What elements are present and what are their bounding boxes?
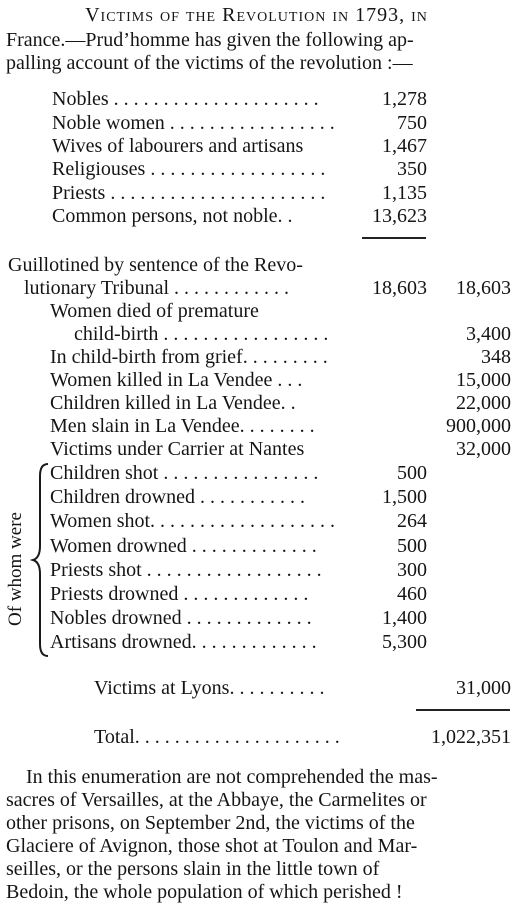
row-label: Nobles . . . . . . . . . . . . . . . . . . . . . xyxy=(52,88,319,110)
row-value: 32,000 xyxy=(456,438,511,460)
row-value: 31,000 xyxy=(456,677,511,699)
article-title: Victims of the Revolution in 1793, in xyxy=(85,4,428,26)
row-label: In child-birth from grief. . . . . . . . . xyxy=(50,346,328,368)
row-value: 5,300 xyxy=(382,631,427,653)
row-label: Women died of premature xyxy=(50,300,259,322)
table-row xyxy=(0,535,515,558)
table-row xyxy=(0,369,515,392)
row-label: Children drowned . . . . . . . . . . . xyxy=(50,486,305,508)
paragraph-line: In this enumeration are not comprehended the mas- xyxy=(26,766,438,788)
row-value: 13,623 xyxy=(372,205,427,227)
row-label: lutionary Tribunal . . . . . . . . . . . . xyxy=(24,277,290,299)
row-value: 1,135 xyxy=(382,182,427,204)
table-row xyxy=(0,158,515,181)
row-label: Artisans drowned. . . . . . . . . . . . . xyxy=(50,631,317,653)
table-row xyxy=(0,631,515,654)
row-label: Noble women . . . . . . . . . . . . . . . . . xyxy=(52,112,335,134)
row-label: Women shot. . . . . . . . . . . . . . . . . . . xyxy=(50,510,336,532)
row-value: 300 xyxy=(397,559,427,581)
table-row xyxy=(0,205,515,228)
table-row xyxy=(0,462,515,485)
paragraph-line: sacres of Versailles, at the Abbaye, the Carmelites or xyxy=(6,789,427,811)
table-row xyxy=(0,559,515,582)
row-label: Children killed in La Vendee. . xyxy=(50,392,296,414)
row-value: 750 xyxy=(397,112,427,134)
table-row xyxy=(0,277,515,300)
row-label: Victims under Carrier at Nantes xyxy=(50,438,305,460)
paragraph-line: seilles, or the persons slain in the little town of xyxy=(6,858,380,880)
table-row xyxy=(0,346,515,369)
row-label: Common persons, not noble. . xyxy=(52,205,293,227)
table-row xyxy=(0,510,515,533)
row-value: 1,400 xyxy=(382,607,427,629)
row-value: 500 xyxy=(397,462,427,484)
table-row xyxy=(0,182,515,205)
row-label: Women killed in La Vendee . . . xyxy=(50,369,303,391)
total-value: 1,022,351 xyxy=(431,726,511,748)
row-value: 348 xyxy=(481,346,511,368)
row-label: Wives of labourers and artisans xyxy=(52,135,304,157)
row-label: Guillotined by sentence of the Revo- xyxy=(8,254,303,276)
row-value: 22,000 xyxy=(456,392,511,414)
table-row xyxy=(0,300,515,323)
intro-line-2: palling account of the victims of the revolution :— xyxy=(6,52,413,74)
paragraph-line: Bedoin, the whole population of which perished ! xyxy=(6,881,403,903)
table-row xyxy=(0,88,515,111)
row-value: 350 xyxy=(397,158,427,180)
paragraph-line: other prisons, on September 2nd, the victims of the xyxy=(6,812,415,834)
row-label: Nobles drowned . . . . . . . . . . . . . xyxy=(50,607,312,629)
sum-rule xyxy=(362,237,426,239)
row-value: 15,000 xyxy=(456,369,511,391)
paragraph-line: Glaciere of Avignon, those shot at Toulon and Mar- xyxy=(6,835,418,857)
row-label: Priests . . . . . . . . . . . . . . . . . . . . . . xyxy=(52,182,326,204)
row-label: Priests drowned . . . . . . . . . . . . . xyxy=(50,583,309,605)
total-row xyxy=(0,726,515,749)
table-row xyxy=(0,486,515,509)
table-row xyxy=(0,607,515,630)
row-value: 264 xyxy=(397,510,427,532)
row-label: Women drowned . . . . . . . . . . . . . xyxy=(50,535,317,557)
row-value: 3,400 xyxy=(466,323,511,345)
row-label: Priests shot . . . . . . . . . . . . . . . . . . xyxy=(50,559,322,581)
table-row xyxy=(0,415,515,438)
row-label: Children shot . . . . . . . . . . . . . . . . xyxy=(50,462,319,484)
total-label: Total. . . . . . . . . . . . . . . . . . . . . xyxy=(94,726,340,748)
row-label: Men slain in La Vendee. . . . . . . . xyxy=(50,415,315,437)
intro-text-1: France.—Prud’homme has given the following ap- xyxy=(6,29,414,51)
table-row xyxy=(0,392,515,415)
row-value: 1,500 xyxy=(382,486,427,508)
row-label: Religiouses . . . . . . . . . . . . . . . . . . xyxy=(52,158,326,180)
table-row xyxy=(0,112,515,135)
table-row xyxy=(0,677,515,700)
row-value: 460 xyxy=(397,583,427,605)
row-value: 900,000 xyxy=(446,415,511,437)
row-total: 18,603 xyxy=(456,277,511,299)
table-row xyxy=(0,583,515,606)
total-rule xyxy=(416,709,510,711)
row-label: child-birth . . . . . . . . . . . . . . . . . xyxy=(74,323,329,345)
row-value: 18,603 xyxy=(372,277,427,299)
row-value: 500 xyxy=(397,535,427,557)
row-value: 1,467 xyxy=(382,135,427,157)
table-row xyxy=(0,135,515,158)
table-row xyxy=(0,254,515,277)
intro-line-1 xyxy=(6,29,507,52)
row-label: Victims at Lyons. . . . . . . . . . xyxy=(94,677,325,699)
row-value: 1,278 xyxy=(382,88,427,110)
brace-label: Of whom were xyxy=(5,512,26,626)
table-row xyxy=(0,323,515,346)
table-row xyxy=(0,438,515,461)
